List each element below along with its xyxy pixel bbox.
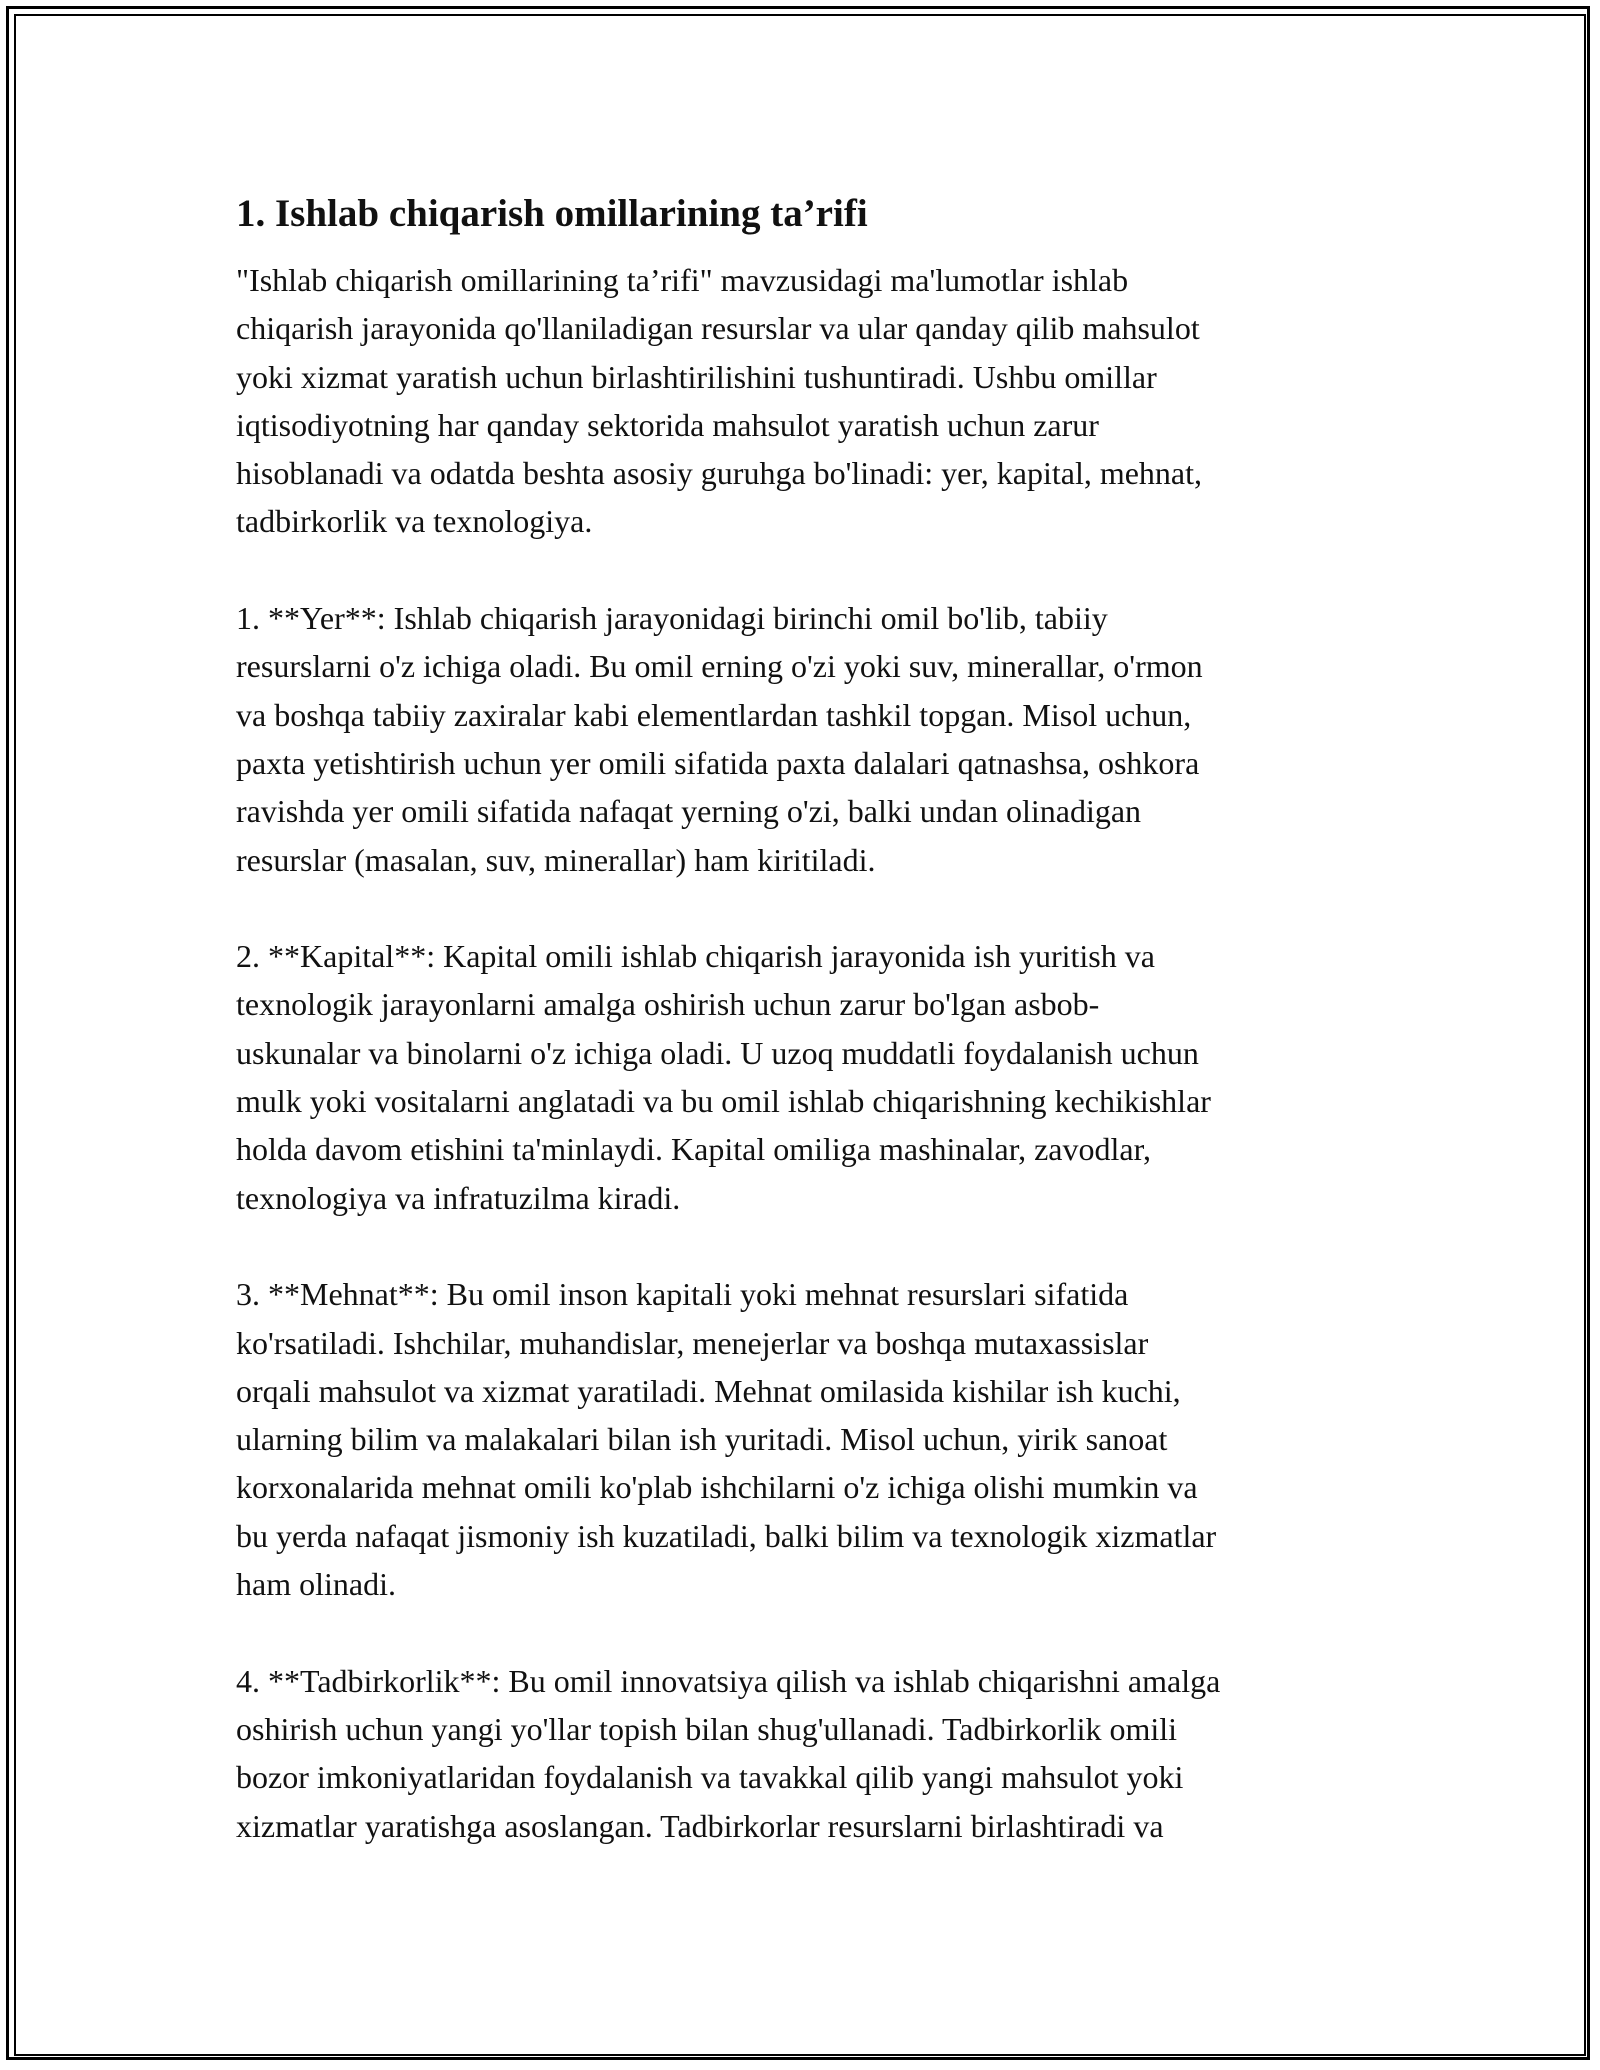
paragraph-yer: 1. **Yer**: Ishlab chiqarish jarayonidagi birinchi omil bo'lib, tabiiy resurslarni o'z ichiga oladi. Bu omil erning o'zi yoki suv, minerallar, o'rmon va boshqa tabiiy zaxiralar kabi elementlardan tashkil topgan. Misol uchun, paxta yetishtirish uchun yer omili sifatida paxta dalalari qatnashsa, oshkora ravishda yer omili sifatida nafaqat yerning o'zi, balki undan olinadigan resurslar (masalan, suv, minerallar) ham kiritiladi. bbox=[236, 600, 1203, 878]
paragraph-tadbirkorlik: 4. **Tadbirkorlik**: Bu omil innovatsiya qilish va ishlab chiqarishni amalga oshirish uchun yangi yo'llar topish bilan shug'ullanadi. Tadbirkorlik omili bozor imkoniyatlaridan foydalanish va tavakkal qilib yangi mahsulot yoki xizmatlar yaratishga asoslangan. Tadbirkorlar resurslarni birlashtiradi va bbox=[236, 1662, 1221, 1844]
document-body bbox=[236, 188, 1376, 1850]
paragraph-kapital: 2. **Kapital**: Kapital omili ishlab chiqarish jarayonida ish yuritish va texnologik jarayonlarni amalga oshirish uchun zarur bo'lgan asbob- uskunalar va binolarni o'z ichiga oladi. U uzoq muddatli foydalanish uchun mulk yoki vositalarni anglatadi va bu omil ishlab chiqarishning kechikishlar holda davom etishini ta'minlaydi. Kapital omiliga mashinalar, zavodlar, texnologiya va infratuzilma kiradi. bbox=[236, 938, 1211, 1216]
section-heading: 1. Ishlab chiqarish omillarining ta’rifi bbox=[236, 192, 868, 235]
paragraph-intro: "Ishlab chiqarish omillarining ta’rifi" mavzusidagi ma'lumotlar ishlab chiqarish jarayonida qo'llaniladigan resurslar va ular qanday qilib mahsulot yoki xizmat yaratish uchun birlashtirilishini tushuntiradi. Ushbu omillar iqtisodiyotning har qanday sektorida mahsulot yaratish uchun zarur hisoblanadi va odatda beshta asosiy guruhga bo'linadi: yer, kapital, mehnat, tadbirkorlik va texnologiya. bbox=[236, 262, 1203, 540]
paragraph-mehnat: 3. **Mehnat**: Bu omil inson kapitali yoki mehnat resurslari sifatida ko'rsatiladi. Ishchilar, muhandislar, menejerlar va boshqa mutaxassislar orqali mahsulot va xizmat yaratiladi. Mehnat omilasida kishilar ish kuchi, ularning bilim va malakalari bilan ish yuritadi. Misol uchun, yirik sanoat korxonalarida mehnat omili ko'plab ishchilarni o'z ichiga olishi mumkin va bu yerda nafaqat jismoniy ish kuzatiladi, balki bilim va texnologik xizmatlar ham olinadi. bbox=[236, 1276, 1217, 1603]
